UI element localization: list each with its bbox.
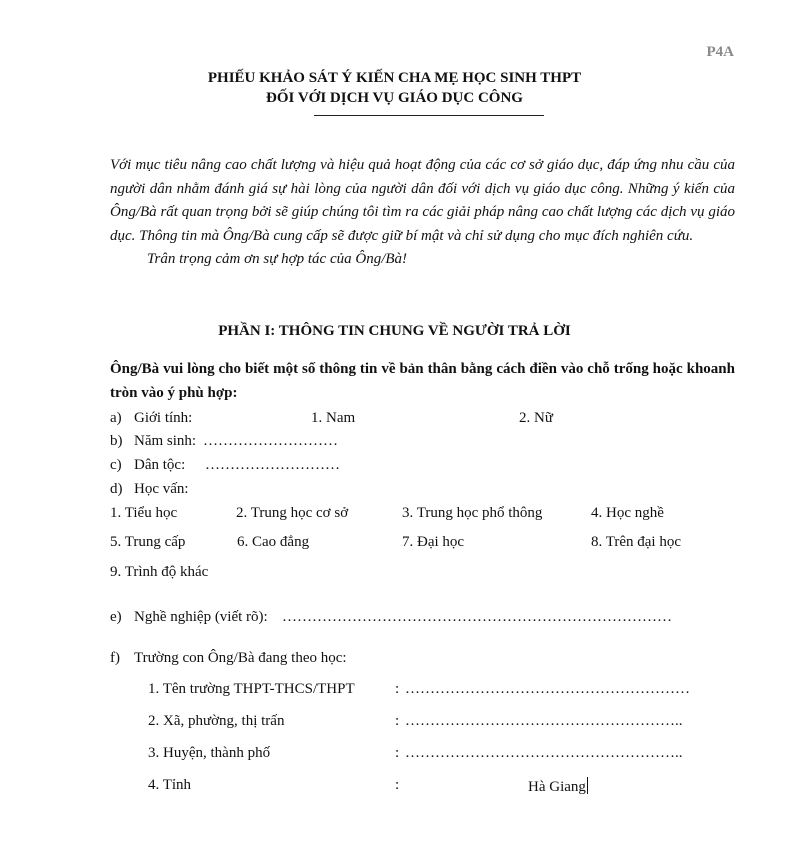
commune-field[interactable]: ……………………………………………….. [405, 713, 683, 729]
ethnicity-marker: c) [110, 457, 122, 473]
province-field[interactable] [528, 777, 588, 796]
education-option-upper-secondary[interactable]: 3. Trung học phổ thông [402, 505, 543, 521]
school-name-field[interactable]: ………………………………………………… [405, 681, 690, 697]
commune-label: 2. Xã, phường, thị trấn [148, 713, 285, 729]
education-option-university[interactable]: 7. Đại học [402, 534, 465, 550]
text-caret [587, 777, 588, 794]
gender-option-female[interactable]: 2. Nữ [519, 410, 553, 426]
commune-colon: : [395, 713, 400, 729]
education-option-primary[interactable]: 1. Tiểu học [110, 505, 178, 521]
gender-label: Giới tính: [134, 410, 193, 426]
education-label: Học vấn: [134, 481, 189, 497]
birth-year-label: Năm sinh: [134, 433, 197, 449]
province-colon: : [395, 777, 400, 793]
school-name-label: 1. Tên trường THPT-THCS/THPT [148, 681, 355, 697]
district-field[interactable]: ……………………………………………….. [405, 745, 683, 761]
form-title-line-1: PHIẾU KHẢO SÁT Ý KIẾN CHA MẸ HỌC SINH THPT [207, 70, 582, 86]
school-label: Trường con Ông/Bà đang theo học: [134, 650, 347, 666]
district-colon: : [395, 745, 400, 761]
education-option-lower-secondary[interactable]: 2. Trung học cơ sở [236, 505, 349, 521]
occupation-field[interactable]: …………………………………………………………………… [282, 609, 672, 625]
birth-year-marker: b) [110, 433, 123, 449]
education-option-other[interactable]: 9. Trình độ khác [110, 564, 209, 580]
section-1-title: PHẦN I: THÔNG TIN CHUNG VỀ NGƯỜI TRẢ LỜI [218, 323, 571, 339]
ethnicity-field[interactable]: ……………………… [205, 457, 340, 473]
school-name-colon: : [395, 681, 400, 697]
education-option-vocational[interactable]: 4. Học nghề [591, 505, 664, 521]
birth-year-field[interactable]: ……………………… [203, 433, 338, 449]
education-option-college[interactable]: 6. Cao đẳng [237, 534, 310, 550]
school-marker: f) [110, 650, 120, 666]
province-value: Hà Giang [528, 779, 586, 795]
section-1-instruction: Ông/Bà vui lòng cho biết một số thông tin về bản thân bằng cách điền vào chỗ trống hoặc khoanh tròn vào ý phù hợp: [110, 361, 735, 401]
education-marker: d) [110, 481, 123, 497]
form-code: P4A [706, 44, 734, 60]
form-title-line-2: ĐỐI VỚI DỊCH VỤ GIÁO DỤC CÔNG [266, 90, 523, 106]
title-underline [314, 115, 544, 116]
intro-block [110, 154, 735, 272]
occupation-marker: e) [110, 609, 122, 625]
education-option-postgraduate[interactable]: 8. Trên đại học [591, 534, 681, 550]
gender-option-male[interactable]: 1. Nam [311, 410, 356, 426]
intro-paragraph: Với mục tiêu nâng cao chất lượng và hiệu quả hoạt động của các cơ sở giáo dục, đáp ứng nhu cầu của người dân nhằm đánh giá sự hài lòng của người dân đối với dịch vụ giáo dục công. Những ý kiến của Ông/Bà rất quan trọng bởi sẽ giúp chúng tôi tìm ra các giải pháp nâng cao chất lượng các dịch vụ giáo dục. Thông tin mà Ông/Bà cung cấp sẽ được giữ bí mật và chỉ sử dụng cho mục đích nghiên cứu. [110, 157, 735, 244]
district-label: 3. Huyện, thành phố [148, 745, 271, 761]
ethnicity-label: Dân tộc: [134, 457, 186, 473]
intro-thanks: Trân trọng cảm ơn sự hợp tác của Ông/Bà! [147, 251, 408, 267]
gender-marker: a) [110, 410, 122, 426]
occupation-label: Nghề nghiệp (viết rõ): [134, 609, 268, 625]
education-option-intermediate[interactable]: 5. Trung cấp [110, 534, 186, 550]
province-label: 4. Tỉnh [148, 777, 192, 793]
